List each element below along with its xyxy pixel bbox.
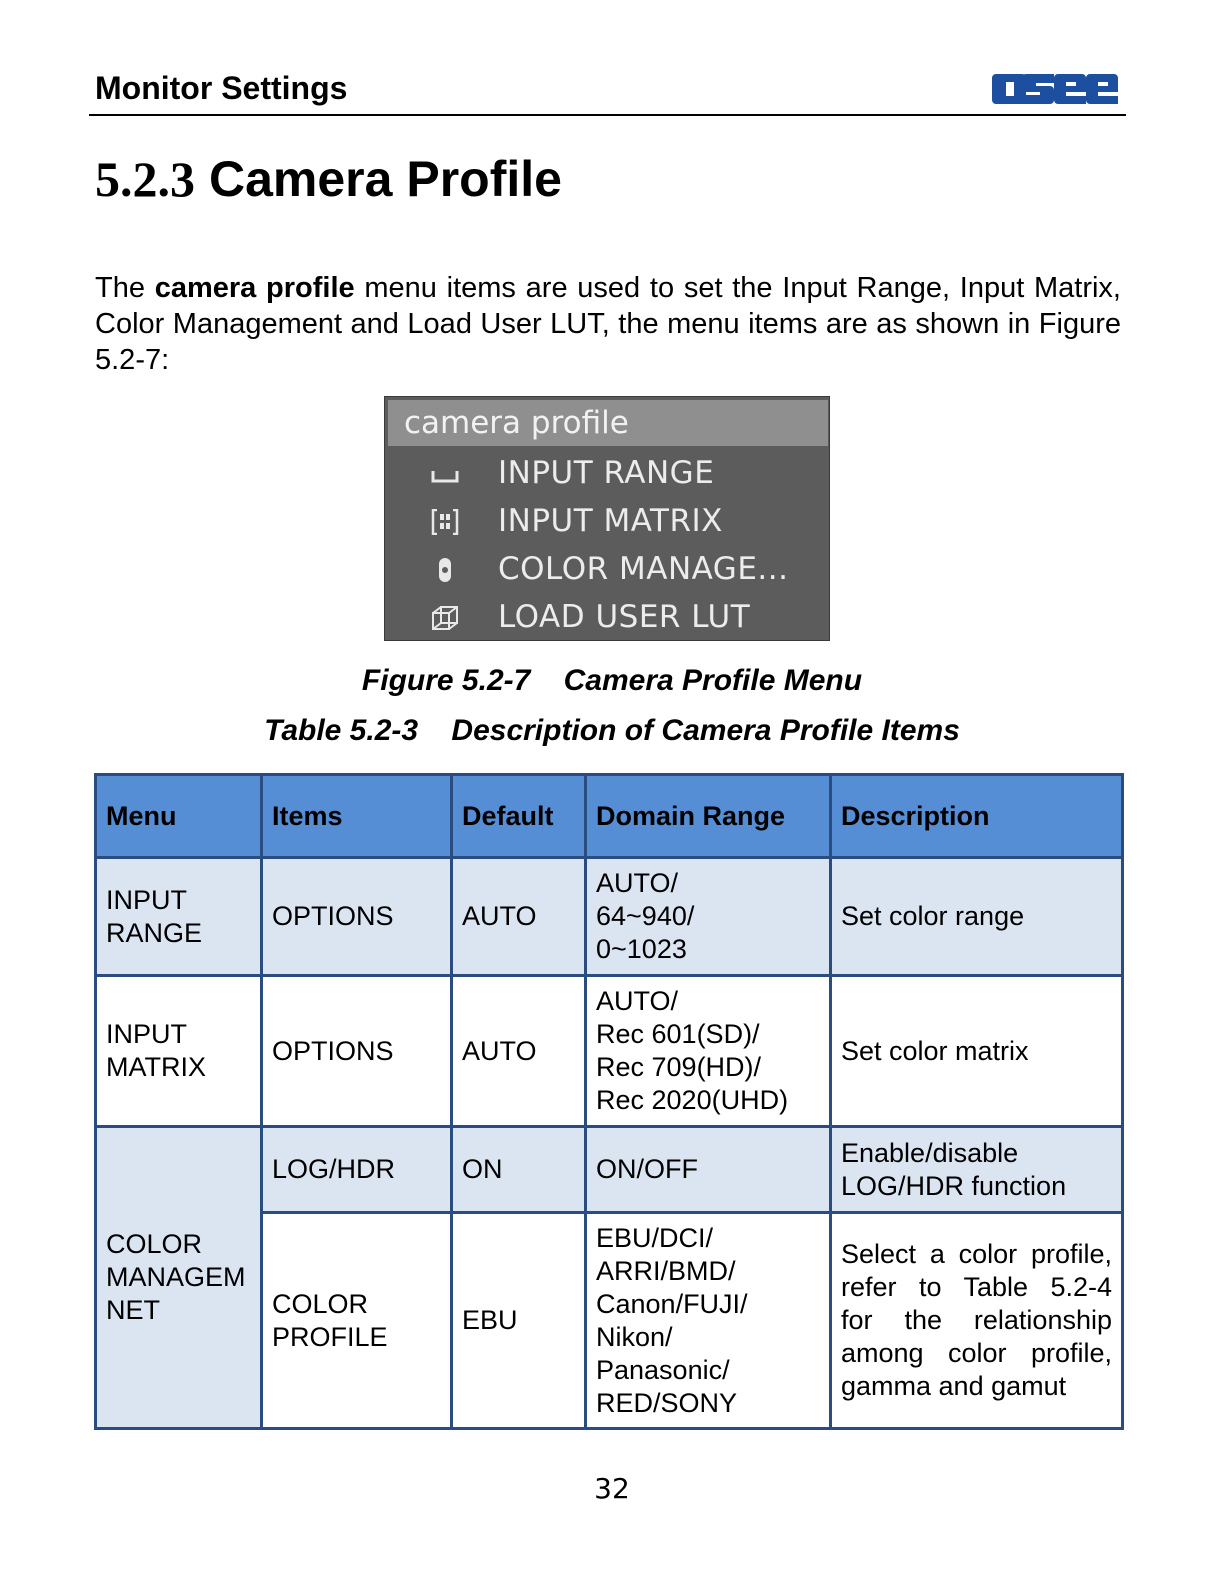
- osd-item-input-matrix[interactable]: [385, 497, 829, 545]
- osd-item-input-range[interactable]: [385, 449, 829, 497]
- page-number: 32: [594, 1472, 630, 1505]
- section-heading: [95, 150, 562, 208]
- description-line: Select a color profile,: [841, 1239, 1112, 1269]
- camera-profile-menu-screenshot: [384, 396, 830, 641]
- cell-range: AUTO/ Rec 601(SD)/ Rec 709(HD)/ Rec 2020(UHD): [586, 976, 831, 1127]
- cell-item: OPTIONS: [262, 976, 452, 1127]
- osd-item-label: COLOR MANAGE...: [498, 551, 789, 587]
- cell-range: EBU/DCI/ ARRI/BMD/ Canon/FUJI/ Nikon/ Panasonic/ RED/SONY: [586, 1213, 831, 1429]
- osd-item-color-manage[interactable]: [385, 545, 829, 593]
- table-row: [96, 976, 1123, 1127]
- section-number: 5.2.3: [95, 151, 195, 207]
- cell-default: AUTO: [452, 976, 586, 1127]
- camera-profile-table: [94, 773, 1124, 1430]
- description-line: refer to Table 5.2-4: [841, 1272, 1112, 1302]
- osd-menu-title: camera profile: [388, 400, 828, 446]
- intro-text-before: The: [95, 272, 155, 304]
- table-caption: Table 5.2-3 Description of Camera Profile Items: [264, 714, 960, 747]
- osd-item-label: INPUT MATRIX: [498, 503, 723, 539]
- cell-item: LOG/HDR: [262, 1127, 452, 1213]
- description-line: gamma and gamut: [841, 1371, 1067, 1401]
- table-row: [96, 858, 1123, 976]
- cell-item: OPTIONS: [262, 858, 452, 976]
- section-title: Camera Profile: [209, 151, 562, 207]
- description-line: for the relationship: [841, 1305, 1112, 1335]
- intro-bold-term: camera profile: [154, 272, 355, 304]
- cell-description: Set color range: [831, 858, 1123, 976]
- figure-caption: Figure 5.2-7 Camera Profile Menu: [361, 664, 863, 697]
- cell-default: EBU: [452, 1213, 586, 1429]
- cell-range: AUTO/ 64~940/ 0~1023: [586, 858, 831, 976]
- cell-menu: INPUT MATRIX: [96, 976, 262, 1127]
- intro-paragraph: [95, 270, 1121, 378]
- header-default: Default: [452, 775, 586, 858]
- cell-menu: INPUT RANGE: [96, 858, 262, 976]
- cell-default: ON: [452, 1127, 586, 1213]
- color-manage-icon: [429, 557, 461, 583]
- cell-item: COLOR PROFILE: [262, 1213, 452, 1429]
- cell-description: Set color matrix: [831, 976, 1123, 1127]
- table-header-row: [96, 775, 1123, 858]
- description-line: among color profile,: [841, 1338, 1112, 1368]
- cell-default: AUTO: [452, 858, 586, 976]
- cell-description: Enable/disable LOG/HDR function: [831, 1127, 1123, 1213]
- osd-item-label: INPUT RANGE: [498, 455, 715, 491]
- osd-item-label: LOAD USER LUT: [498, 599, 751, 635]
- intro-text-after: menu items are used to set the Input Range, Input Matrix, Color Management and Load User LUT, the menu items are as shown in Figure 5.2-7:: [95, 272, 1121, 376]
- matrix-icon: [429, 509, 461, 535]
- header-domain-range: Domain Range: [586, 775, 831, 858]
- lut-cube-icon: [429, 605, 461, 631]
- cell-range: ON/OFF: [586, 1127, 831, 1213]
- header-rule: [89, 114, 1126, 116]
- range-bracket-icon: [429, 461, 461, 487]
- cell-description: [831, 1213, 1123, 1429]
- header-items: Items: [262, 775, 452, 858]
- header-description: Description: [831, 775, 1123, 858]
- running-header-title: Monitor Settings: [95, 70, 348, 106]
- header-menu: Menu: [96, 775, 262, 858]
- table-row: [96, 1127, 1123, 1213]
- osd-item-load-user-lut[interactable]: [385, 593, 829, 641]
- cell-menu: COLOR MANAGEM NET: [96, 1127, 262, 1429]
- osee-logo: [992, 68, 1122, 108]
